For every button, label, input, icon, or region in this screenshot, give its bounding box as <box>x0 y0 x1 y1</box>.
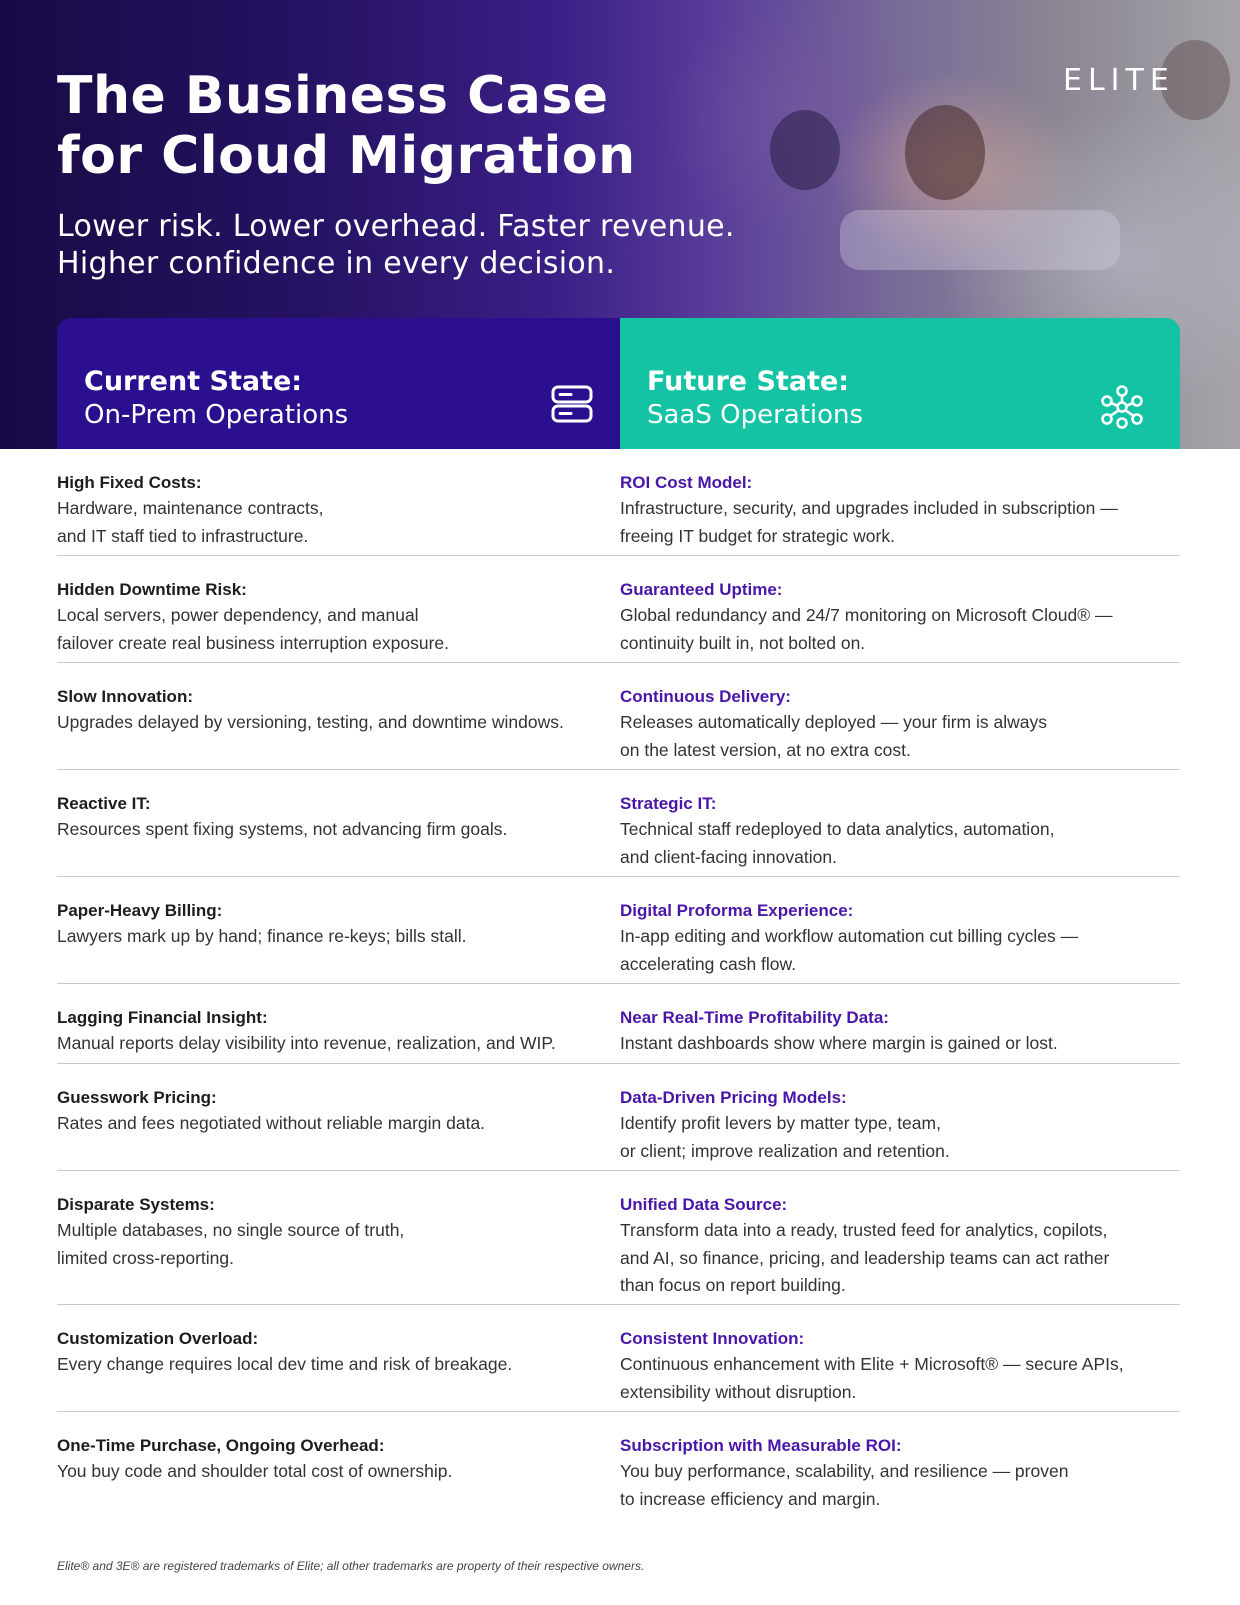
future-item-description: than focus on report building. <box>620 1275 846 1295</box>
future-item-description: Identify profit levers by matter type, team, <box>620 1113 941 1133</box>
future-state-cell <box>620 1192 1180 1300</box>
current-state-cell <box>57 1005 597 1058</box>
current-state-cell <box>57 577 597 657</box>
future-item-description: and client-facing innovation. <box>620 846 837 867</box>
comparison-row <box>57 449 1180 556</box>
current-item-description: Rates and fees negotiated without reliable margin data. <box>57 1113 486 1133</box>
current-item-title: Slow Innovation: <box>57 687 193 706</box>
future-item-title: Near Real-Time Profitability Data: <box>620 1008 889 1027</box>
future-state-subtitle: SaaS Operations <box>647 400 864 430</box>
future-item-description: Instant dashboards show where margin is gained or lost. <box>620 1033 1058 1053</box>
current-item-title: Paper-Heavy Billing: <box>57 901 223 920</box>
future-item-title: Digital Proforma Experience: <box>620 901 854 920</box>
comparison-row <box>57 770 1180 877</box>
future-item-description: Releases automatically deployed — your firm is always <box>620 712 1047 732</box>
future-item-description: or client; improve realization and retention. <box>620 1140 950 1161</box>
server-icon <box>551 385 593 423</box>
comparison-row <box>57 1305 1180 1412</box>
comparison-row <box>57 984 1180 1064</box>
future-state-cell <box>620 791 1180 871</box>
current-state-cell <box>57 1085 597 1138</box>
future-item-description: Technical staff redeployed to data analytics, automation, <box>620 819 1055 839</box>
current-item-description: limited cross-reporting. <box>57 1247 234 1268</box>
future-state-title: Future State: <box>647 366 850 397</box>
current-item-description: Local servers, power dependency, and manual <box>57 605 419 625</box>
future-state-cell <box>620 1085 1180 1165</box>
current-item-title: Hidden Downtime Risk: <box>57 580 247 599</box>
current-item-description: Manual reports delay visibility into revenue, realization, and WIP. <box>57 1033 556 1053</box>
future-item-description: on the latest version, at no extra cost. <box>620 739 911 760</box>
current-state-cell <box>57 470 597 550</box>
current-item-description: You buy code and shoulder total cost of ownership. <box>57 1461 453 1481</box>
network-nodes-icon <box>1100 385 1144 429</box>
current-item-description: Lawyers mark up by hand; finance re-keys; bills stall. <box>57 926 467 946</box>
future-item-title: ROI Cost Model: <box>620 473 753 492</box>
comparison-row <box>57 1064 1180 1171</box>
current-item-title: Guesswork Pricing: <box>57 1088 217 1107</box>
future-state-cell <box>620 1433 1180 1513</box>
future-item-description: and AI, so finance, pricing, and leadership teams can act rather <box>620 1247 1110 1268</box>
comparison-row <box>57 1412 1180 1519</box>
current-state-cell <box>57 684 597 737</box>
future-state-cell <box>620 1005 1180 1058</box>
subtitle-line-2: Higher confidence in every decision. <box>57 246 616 281</box>
future-item-title: Subscription with Measurable ROI: <box>620 1436 902 1455</box>
current-state-cell <box>57 898 597 951</box>
elite-logo <box>1063 63 1175 98</box>
current-item-title: Reactive IT: <box>57 794 151 813</box>
comparison-table <box>57 449 1180 1519</box>
future-state-cell <box>620 470 1180 550</box>
current-item-title: High Fixed Costs: <box>57 473 202 492</box>
future-item-title: Data-Driven Pricing Models: <box>620 1088 847 1107</box>
future-item-title: Guaranteed Uptime: <box>620 580 783 599</box>
future-state-cell <box>620 684 1180 764</box>
current-item-description: and IT staff tied to infrastructure. <box>57 525 309 546</box>
current-item-title: One-Time Purchase, Ongoing Overhead: <box>57 1436 385 1455</box>
background-photo-figure <box>905 105 985 200</box>
current-state-cell <box>57 791 597 844</box>
title-line-2: for Cloud Migration <box>57 126 636 186</box>
current-item-title: Customization Overload: <box>57 1329 259 1348</box>
background-photo-figure <box>770 110 840 190</box>
future-item-description: In-app editing and workflow automation cut billing cycles — <box>620 926 1079 946</box>
future-item-description: You buy performance, scalability, and resilience — proven <box>620 1461 1069 1481</box>
future-item-description: accelerating cash flow. <box>620 953 797 974</box>
hero-banner <box>0 0 1240 449</box>
future-item-description: extensibility without disruption. <box>620 1381 857 1402</box>
current-state-subtitle: On-Prem Operations <box>84 400 349 430</box>
future-item-description: to increase efficiency and margin. <box>620 1488 881 1509</box>
future-item-description: continuity built in, not bolted on. <box>620 632 866 653</box>
future-item-description: Infrastructure, security, and upgrades included in subscription — <box>620 498 1118 518</box>
future-state-cell <box>620 1326 1180 1406</box>
future-state-cell <box>620 577 1180 657</box>
logo-text: ELITE <box>1063 63 1175 98</box>
current-state-title: Current State: <box>84 366 303 397</box>
future-item-description: Global redundancy and 24/7 monitoring on Microsoft Cloud® — <box>620 605 1113 625</box>
future-item-title: Consistent Innovation: <box>620 1329 805 1348</box>
future-item-description: Transform data into a ready, trusted feed for analytics, copilots, <box>620 1220 1108 1240</box>
subtitle-line-1: Lower risk. Lower overhead. Faster revenue. <box>57 209 735 244</box>
page-subtitle <box>57 208 735 282</box>
current-state-header <box>57 318 620 449</box>
future-item-description: freeing IT budget for strategic work. <box>620 525 895 546</box>
future-state-header <box>620 318 1180 449</box>
page-title <box>57 66 636 186</box>
comparison-row <box>57 556 1180 663</box>
current-state-cell <box>57 1433 597 1486</box>
current-item-description: Every change requires local dev time and risk of breakage. <box>57 1354 513 1374</box>
background-photo-table <box>840 210 1120 270</box>
current-item-description: Multiple databases, no single source of truth, <box>57 1220 405 1240</box>
future-item-title: Strategic IT: <box>620 794 717 813</box>
future-item-title: Continuous Delivery: <box>620 687 791 706</box>
current-item-description: Resources spent fixing systems, not advancing firm goals. <box>57 819 508 839</box>
comparison-row <box>57 1171 1180 1305</box>
future-state-cell <box>620 898 1180 978</box>
comparison-row <box>57 877 1180 984</box>
trademark-footnote: Elite® and 3E® are registered trademarks of Elite; all other trademarks are property of their respective owners. <box>57 1559 645 1573</box>
current-item-description: failover create real business interruption exposure. <box>57 632 450 653</box>
current-item-description: Hardware, maintenance contracts, <box>57 498 324 518</box>
future-item-title: Unified Data Source: <box>620 1195 788 1214</box>
comparison-row <box>57 663 1180 770</box>
current-state-cell <box>57 1192 597 1272</box>
current-item-title: Disparate Systems: <box>57 1195 215 1214</box>
future-item-description: Continuous enhancement with Elite + Microsoft® — secure APIs, <box>620 1354 1124 1374</box>
current-item-title: Lagging Financial Insight: <box>57 1008 268 1027</box>
current-state-cell <box>57 1326 597 1379</box>
title-line-1: The Business Case <box>57 66 609 126</box>
current-item-description: Upgrades delayed by versioning, testing, and downtime windows. <box>57 712 564 732</box>
